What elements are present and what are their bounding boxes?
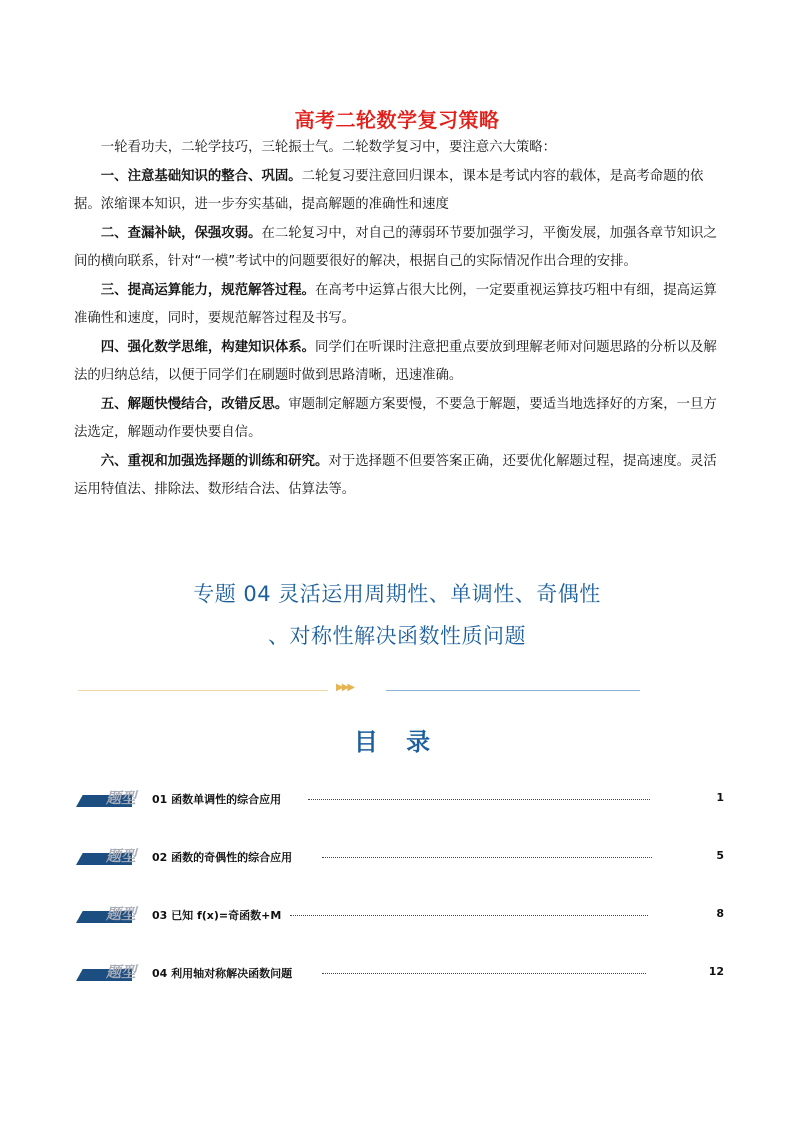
strategy-item-4 [74,334,722,391]
toc-leader-dots [322,857,652,858]
badge-word: 题型 [106,963,137,981]
strategy-intro [74,134,722,505]
strategy-heading: 四、强化数学思维，构建知识体系。 [100,339,316,355]
toc-entry-page: 8 [716,907,724,920]
topic-title-line-2: 、对称性解决函数性质问题 [268,624,526,648]
toc-entry-page: 1 [716,791,724,804]
toc-entry[interactable] [76,905,724,925]
strategy-text: 二轮复习要注意回归课本，课本是考试内容的载体，是高考命题的依据。浓缩课本知识，进一步夯实基础，提高解题的准确性和速度 [74,168,704,212]
divider-line-left [78,690,328,691]
strategy-item-1 [74,163,722,220]
strategy-text: 同学们在听课时注意把重点要放到理解老师对问题思路的分析以及解法的归纳总结，以便于同学们在刷题时做到思路清晰，迅速准确。 [74,339,717,383]
toc-entry[interactable] [76,963,724,983]
strategy-text: 在高考中运算占很大比例，一定要重视运算技巧粗中有细，提高运算准确性和速度，同时，要规范解答过程及书写。 [74,282,717,326]
toc-leader-dots [322,973,646,974]
topic-title-line-1: 专题 04 灵活运用周期性、单调性、奇偶性 [193,582,601,606]
strategy-heading: 六、重视和加强选择题的训练和研究。 [100,453,329,469]
divider-line-right [386,690,640,691]
strategy-text: 在二轮复习中，对自己的薄弱环节要加强学习，平衡发展，加强各章节知识之间的横向联系，针对“一模”考试中的问题要很好的解决，根据自己的实际情况作出合理的安排。 [74,225,717,269]
strategy-heading: 三、提高运算能力，规范解答过程。 [100,282,316,298]
toc-entry[interactable] [76,789,724,809]
toc-entry-label: 04 利用轴对称解决函数问题 [152,967,293,980]
strategy-heading: 二、查漏补缺，保强攻弱。 [100,225,262,241]
badge-word: 题型 [106,789,137,807]
strategy-item-3 [74,277,722,334]
toc-entry-label: 03 已知 f(x)=奇函数+M [152,909,282,922]
triple-arrow-icon: ▶▶▶ [336,682,354,693]
strategy-item-6 [74,448,722,505]
toc-leader-dots [308,799,650,800]
strategy-item-5 [74,391,722,448]
strategy-text: 对于选择题不但要答案正确，还要优化解题过程，提高速度。灵活运用特值法、排除法、数形结合法、估算法等。 [74,453,717,497]
question-type-badge [76,789,146,807]
intro-lead: 一轮看功夫，二轮学技巧，三轮振士气。二轮数学复习中，要注意六大策略： [100,140,557,155]
question-type-badge [76,905,146,923]
question-type-badge [76,963,146,981]
question-type-badge [76,847,146,865]
badge-word: 题型 [106,905,137,923]
strategy-text: 审题制定解题方案要慢，不要急于解题，要适当地选择好的方案，一旦方法选定，解题动作要快要自信。 [74,396,717,440]
page-title: 高考二轮数学复习策略 [294,108,500,132]
toc-entry[interactable] [76,847,724,867]
toc-entry-label: 01 函数单调性的综合应用 [152,793,282,806]
strategy-heading: 一、注意基础知识的整合、巩固。 [100,168,302,184]
toc-title: 目 录 [353,728,441,756]
strategy-heading: 五、解题快慢结合，改错反思。 [100,396,289,412]
toc-entry-page: 5 [716,849,724,862]
toc-entry-page: 12 [708,965,724,978]
toc-entry-label: 02 函数的奇偶性的综合应用 [152,851,293,864]
badge-word: 题型 [106,847,137,865]
toc-leader-dots [290,915,648,916]
section-divider [78,684,640,698]
strategy-item-2 [74,220,722,277]
